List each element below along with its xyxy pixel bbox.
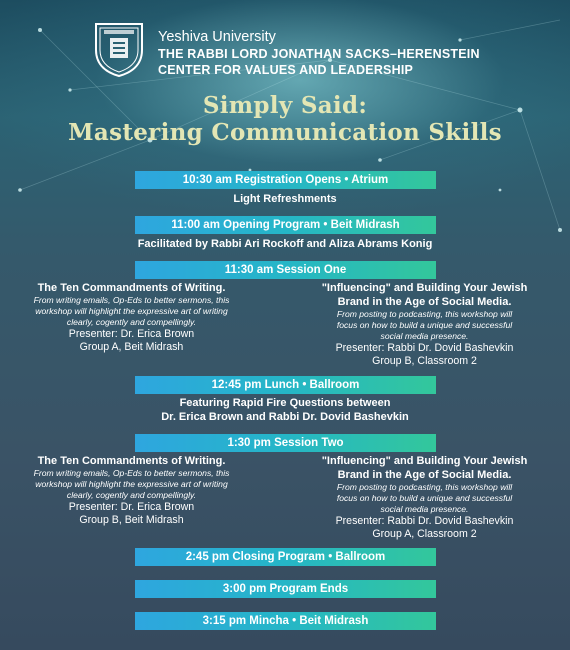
workshop-title: "Influencing" and Building Your Jewish [321,455,528,467]
session2-right-workshop [297,454,552,541]
registration-bar: 10:30 am Registration Opens • Atrium [135,171,436,189]
workshop-desc: focus on how to build a unique and successful [336,320,513,330]
group-location: Group B, Classroom 2 [372,355,477,367]
workshop-title: The Ten Commandments of Writing. [37,282,226,294]
lunch-bar: 12:45 pm Lunch • Ballroom [135,376,436,394]
session1-left-workshop [4,281,259,354]
workshop-title: "Influencing" and Building Your Jewish [321,282,528,294]
program-ends-bar: 3:00 pm Program Ends [135,580,436,598]
presenter: Presenter: Rabbi Dr. Dovid Bashevkin [335,515,514,527]
group-location: Group A, Beit Midrash [79,341,184,353]
session1-right-workshop [297,281,552,368]
presenter: Presenter: Dr. Erica Brown [68,501,195,513]
mincha-bar: 3:15 pm Mincha • Beit Midrash [135,612,436,630]
group-location: Group A, Classroom 2 [372,528,477,540]
workshop-title: The Ten Commandments of Writing. [37,455,226,467]
workshop-desc: clearly, cogently and compellingly. [66,317,197,327]
session1-bar: 11:30 am Session One [135,261,436,279]
center-name-line2: CENTER FOR VALUES AND LEADERSHIP [158,63,414,77]
registration-sub: Light Refreshments [233,193,337,205]
workshop-desc: From writing emails, Op-Eds to better sermons, this [33,295,230,305]
center-name-line1: THE RABBI LORD JONATHAN SACKS–HERENSTEIN [158,47,480,61]
closing-bar: 2:45 pm Closing Program • Ballroom [135,548,436,566]
opening-sub: Facilitated by Rabbi Ari Rockoff and Aliza Abrams Konig [137,238,433,250]
header [92,20,532,82]
workshop-desc: workshop will highlight the expressive art of writing [35,306,228,316]
yu-seal-logo [92,20,146,78]
workshop-title: Brand in the Age of Social Media. [337,469,512,481]
session2-bar: 1:30 pm Session Two [135,434,436,452]
university-name: Yeshiva University [158,29,276,45]
session2-left-workshop [4,454,259,527]
workshop-desc: From posting to podcasting, this workshop will [336,309,513,319]
workshop-desc: From writing emails, Op-Eds to better sermons, this [33,468,230,478]
workshop-desc: From posting to podcasting, this workshop will [336,482,513,492]
workshop-desc: social media presence. [380,331,469,341]
presenter: Presenter: Rabbi Dr. Dovid Bashevkin [335,342,514,354]
presenter: Presenter: Dr. Erica Brown [68,328,195,340]
lunch-sub1: Featuring Rapid Fire Questions between [179,397,391,409]
workshop-desc: clearly, cogently and compellingly. [66,490,197,500]
workshop-desc: focus on how to build a unique and successful [336,493,513,503]
workshop-desc: workshop will highlight the expressive art of writing [35,479,228,489]
group-location: Group B, Beit Midrash [79,514,184,526]
lunch-sub2: Dr. Erica Brown and Rabbi Dr. Dovid Bashevkin [161,411,409,423]
event-title-line1: Simply Said: [202,92,368,119]
opening-bar: 11:00 am Opening Program • Beit Midrash [135,216,436,234]
event-title-line2: Mastering Communication Skills [68,119,502,146]
workshop-title: Brand in the Age of Social Media. [337,296,512,308]
workshop-desc: social media presence. [380,504,469,514]
